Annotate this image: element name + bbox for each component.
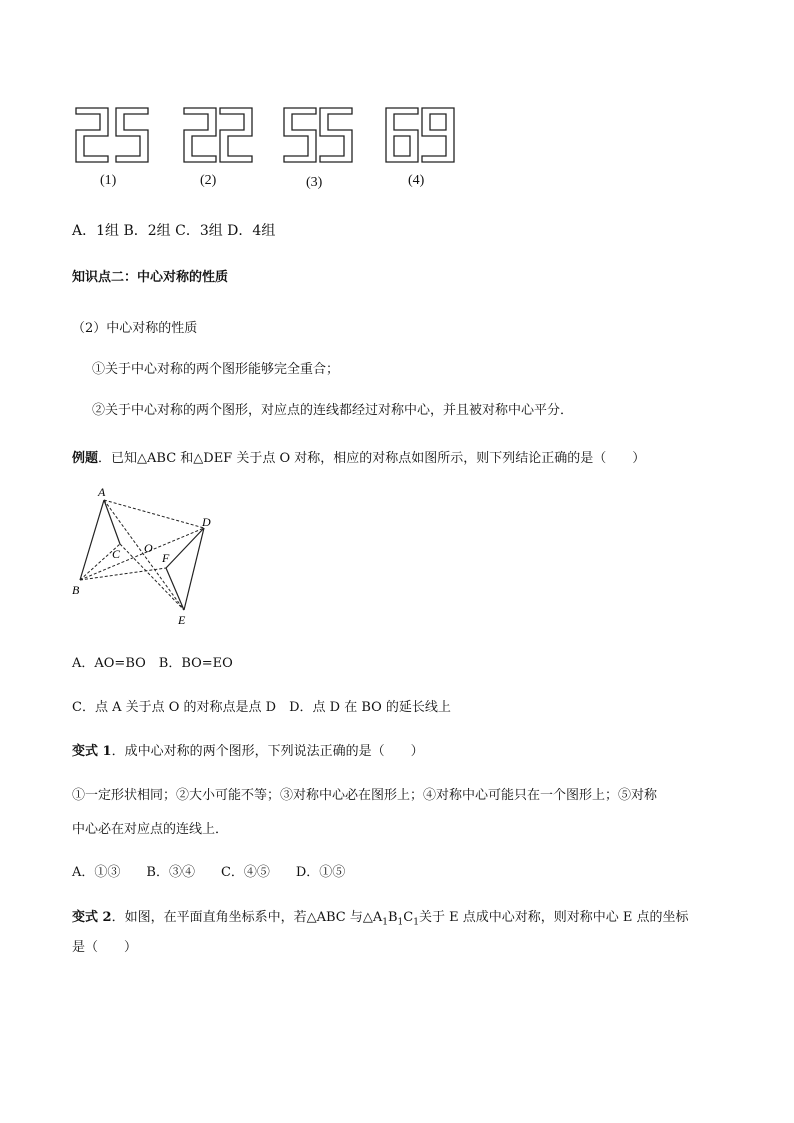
digit-figure-3 <box>284 108 352 162</box>
variant2-text-a: ．如图，在平面直角坐标系中，若△ABC 与△A <box>111 910 383 925</box>
label-E: E <box>178 613 186 627</box>
figure-caption-3: (3) <box>306 175 323 190</box>
figure-caption-4: (4) <box>408 173 425 188</box>
variant1-statements-line1: ①一定形状相同；②大小可能不等；③对称中心必在图形上；④对称中心可能只在一个图形上；⑤对称 <box>72 788 658 803</box>
label-B: B <box>72 583 80 597</box>
variant1-statements-line2: 中心必在对应点的连线上． <box>72 822 229 837</box>
subscript-2: 1 <box>397 917 404 928</box>
example-label: 例题 <box>72 451 99 466</box>
section-subtitle: （2）中心对称的性质 <box>72 321 198 336</box>
label-D: D <box>202 515 211 529</box>
example-options-ab: A．AO=BO B．BO=EO <box>72 656 233 671</box>
variant2-question-line2: 是（ ） <box>72 940 138 955</box>
variant2-text-d: 关于 E 点成中心对称，则对称中心 E 点的坐标 <box>418 910 689 925</box>
digit-figure-2 <box>184 108 252 162</box>
variant2-text-c: C <box>403 910 414 925</box>
variant2-label: 变式 2 <box>72 910 112 925</box>
subscript-1: 1 <box>382 917 388 928</box>
variant1-options: A．①③ B．③④ C．④⑤ D．①⑤ <box>72 865 346 880</box>
property-1: ①关于中心对称的两个图形能够完全重合； <box>92 362 340 377</box>
example-figure <box>64 484 234 634</box>
variant1-label: 变式 1 <box>72 744 112 759</box>
variant1-question <box>72 740 424 759</box>
label-F: F <box>162 551 170 565</box>
figure-caption-1: (1) <box>100 173 117 188</box>
variant2-question <box>72 906 688 928</box>
variant1-text: ．成中心对称的两个图形，下列说法正确的是（ ） <box>111 744 424 759</box>
property-2: ②关于中心对称的两个图形，对应点的连线都经过对称中心，并且被对称中心平分． <box>92 403 574 418</box>
prev-question-options: A．1组 B．2组 C．3组 D．4组 <box>72 223 276 239</box>
label-A: A <box>98 485 106 499</box>
section-title: 知识点二：中心对称的性质 <box>72 270 229 285</box>
label-C: C <box>112 547 121 561</box>
example-options-cd: C．点 A 关于点 O 的对称点是点 D D．点 D 在 BO 的延长线上 <box>72 700 451 715</box>
digit-figures <box>72 104 472 168</box>
digit-figure-4 <box>386 108 454 162</box>
figure-caption-2: (2) <box>200 173 217 188</box>
example-text: ．已知△ABC 和△DEF 关于点 O 对称，相应的对称点如图所示，则下列结论正确的是（ ） <box>98 451 646 466</box>
digit-figure-1 <box>76 108 148 162</box>
subscript-3: 1 <box>413 917 419 928</box>
label-O: O <box>144 541 153 555</box>
example-question <box>72 447 645 466</box>
variant2-text-b: B <box>387 910 398 925</box>
